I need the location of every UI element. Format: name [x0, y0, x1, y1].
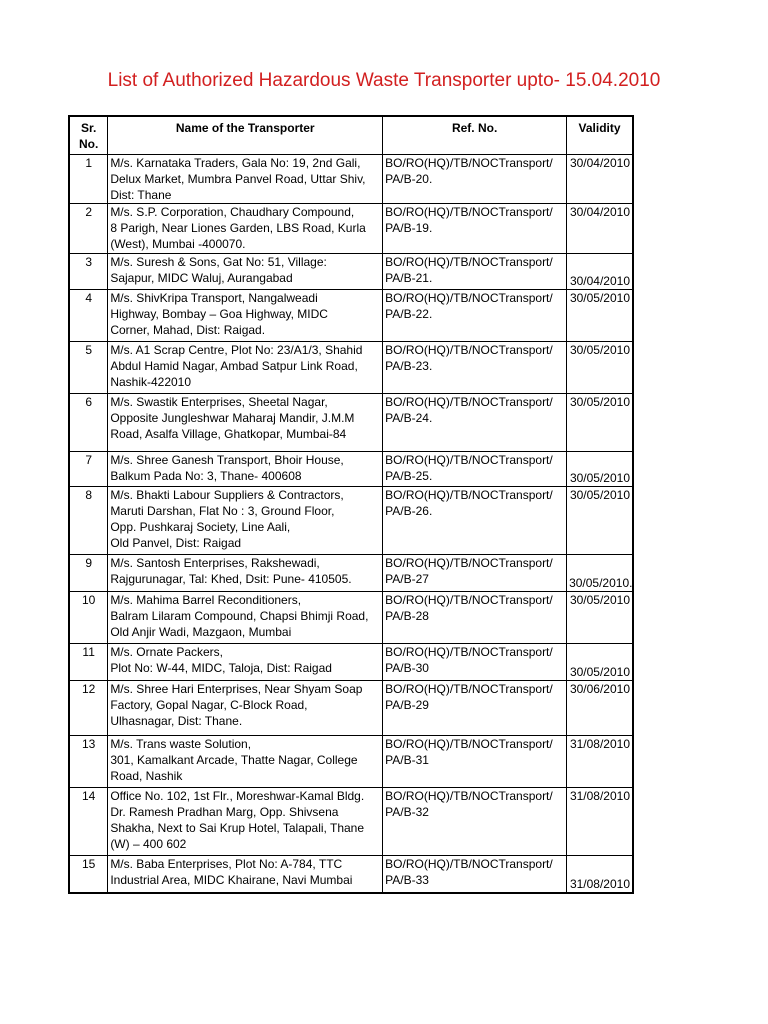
row-transporter-name: M/s. Santosh Enterprises, Rakshewadi, Rajgurunagar, Tal: Khed, Dsit: Pune- 410505.: [108, 554, 383, 591]
row-ref-no: BO/RO(HQ)/TB/NOCTransport/ PA/B-24.: [383, 393, 567, 451]
row-transporter-name: M/s. Baba Enterprises, Plot No: A-784, TTC Industrial Area, MIDC Khairane, Navi Mumbai: [108, 855, 383, 893]
row-sr-no: 4: [69, 289, 108, 341]
table-row: [69, 554, 633, 591]
row-ref-no: BO/RO(HQ)/TB/NOCTransport/ PA/B-33: [383, 855, 567, 893]
row-transporter-name: M/s. Mahima Barrel Reconditioners, Balram Lilaram Compound, Chapsi Bhimji Road, Old Anjir Wadi, Mazgaon, Mumbai: [108, 591, 383, 643]
row-transporter-name: M/s. Trans waste Solution, 301, Kamalkant Arcade, Thatte Nagar, College Road, Nashik: [108, 735, 383, 787]
row-validity: 31/08/2010: [567, 855, 633, 893]
row-validity: 30/05/2010.: [567, 554, 633, 591]
row-transporter-name: M/s. A1 Scrap Centre, Plot No: 23/A1/3, Shahid Abdul Hamid Nagar, Ambad Satpur Link Road, Nashik-422010: [108, 341, 383, 393]
row-sr-no: 13: [69, 735, 108, 787]
header-sr-no: Sr. No.: [69, 116, 108, 154]
table-row: [69, 393, 633, 451]
row-ref-no: BO/RO(HQ)/TB/NOCTransport/ PA/B-21.: [383, 253, 567, 289]
row-validity: 30/05/2010: [567, 451, 633, 486]
row-ref-no: BO/RO(HQ)/TB/NOCTransport/ PA/B-30: [383, 643, 567, 680]
table-row: [69, 680, 633, 735]
row-ref-no: BO/RO(HQ)/TB/NOCTransport/ PA/B-31: [383, 735, 567, 787]
row-sr-no: 11: [69, 643, 108, 680]
row-validity: 30/05/2010: [567, 289, 633, 341]
table-row: [69, 643, 633, 680]
row-ref-no: BO/RO(HQ)/TB/NOCTransport/ PA/B-27: [383, 554, 567, 591]
row-ref-no: BO/RO(HQ)/TB/NOCTransport/ PA/B-22.: [383, 289, 567, 341]
table-header-row: [69, 116, 633, 154]
table-row: [69, 855, 633, 893]
table-row: [69, 486, 633, 554]
row-ref-no: BO/RO(HQ)/TB/NOCTransport/ PA/B-20.: [383, 154, 567, 203]
table-row: [69, 154, 633, 203]
row-transporter-name: M/s. Karnataka Traders, Gala No: 19, 2nd Gali, Delux Market, Mumbra Panvel Road, Uttar Shiv, Dist: Thane: [108, 154, 383, 203]
row-validity: 30/06/2010: [567, 680, 633, 735]
header-validity: Validity: [567, 116, 633, 154]
header-ref-no: Ref. No.: [383, 116, 567, 154]
row-transporter-name: M/s. Bhakti Labour Suppliers & Contractors, Maruti Darshan, Flat No : 3, Ground Floor, Opp. Pushkaraj Society, Line Aali, Old Panvel, Dist: Raigad: [108, 486, 383, 554]
row-ref-no: BO/RO(HQ)/TB/NOCTransport/ PA/B-26.: [383, 486, 567, 554]
row-sr-no: 15: [69, 855, 108, 893]
row-ref-no: BO/RO(HQ)/TB/NOCTransport/ PA/B-19.: [383, 203, 567, 253]
table-row: [69, 787, 633, 855]
row-sr-no: 7: [69, 451, 108, 486]
row-sr-no: 9: [69, 554, 108, 591]
transporter-table: [68, 115, 634, 894]
row-ref-no: BO/RO(HQ)/TB/NOCTransport/ PA/B-25.: [383, 451, 567, 486]
row-transporter-name: M/s. Suresh & Sons, Gat No: 51, Village: Sajapur, MIDC Waluj, Aurangabad: [108, 253, 383, 289]
row-transporter-name: M/s. ShivKripa Transport, Nangalweadi Highway, Bombay – Goa Highway, MIDC Corner, Mahad, Dist: Raigad.: [108, 289, 383, 341]
row-sr-no: 2: [69, 203, 108, 253]
row-validity: 30/05/2010: [567, 486, 633, 554]
row-ref-no: BO/RO(HQ)/TB/NOCTransport/ PA/B-32: [383, 787, 567, 855]
row-transporter-name: Office No. 102, 1st Flr., Moreshwar-Kamal Bldg. Dr. Ramesh Pradhan Marg, Opp. Shivsena Shakha, Next to Sai Krup Hotel, Talapali, Thane (W) – 400 602: [108, 787, 383, 855]
row-validity: 31/08/2010: [567, 787, 633, 855]
row-validity: 30/05/2010: [567, 393, 633, 451]
row-validity: 30/04/2010: [567, 203, 633, 253]
row-validity: 30/05/2010: [567, 643, 633, 680]
table-row: [69, 591, 633, 643]
row-sr-no: 1: [69, 154, 108, 203]
row-transporter-name: M/s. S.P. Corporation, Chaudhary Compound, 8 Parigh, Near Liones Garden, LBS Road, Kurla (West), Mumbai -400070.: [108, 203, 383, 253]
row-validity: 30/05/2010: [567, 591, 633, 643]
row-validity: 30/04/2010: [567, 253, 633, 289]
row-sr-no: 8: [69, 486, 108, 554]
row-sr-no: 12: [69, 680, 108, 735]
row-sr-no: 6: [69, 393, 108, 451]
row-ref-no: BO/RO(HQ)/TB/NOCTransport/ PA/B-28: [383, 591, 567, 643]
table-row: [69, 203, 633, 253]
row-validity: 30/04/2010: [567, 154, 633, 203]
row-ref-no: BO/RO(HQ)/TB/NOCTransport/ PA/B-29: [383, 680, 567, 735]
row-transporter-name: M/s. Shree Ganesh Transport, Bhoir House, Balkum Pada No: 3, Thane- 400608: [108, 451, 383, 486]
page-title: List of Authorized Hazardous Waste Transporter upto- 15.04.2010: [107, 70, 661, 91]
row-validity: 31/08/2010: [567, 735, 633, 787]
row-transporter-name: M/s. Swastik Enterprises, Sheetal Nagar, Opposite Jungleshwar Maharaj Mandir, J.M.M Road, Asalfa Village, Ghatkopar, Mumbai-84: [108, 393, 383, 451]
table-row: [69, 289, 633, 341]
row-sr-no: 3: [69, 253, 108, 289]
table-row: [69, 451, 633, 486]
table-row: [69, 341, 633, 393]
table-row: [69, 253, 633, 289]
table-row: [69, 735, 633, 787]
row-transporter-name: M/s. Ornate Packers, Plot No: W-44, MIDC, Taloja, Dist: Raigad: [108, 643, 383, 680]
row-sr-no: 5: [69, 341, 108, 393]
row-sr-no: 10: [69, 591, 108, 643]
header-transporter-name: Name of the Transporter: [108, 116, 383, 154]
row-ref-no: BO/RO(HQ)/TB/NOCTransport/ PA/B-23.: [383, 341, 567, 393]
row-validity: 30/05/2010: [567, 341, 633, 393]
row-sr-no: 14: [69, 787, 108, 855]
row-transporter-name: M/s. Shree Hari Enterprises, Near Shyam Soap Factory, Gopal Nagar, C-Block Road, Ulhasnagar, Dist: Thane.: [108, 680, 383, 735]
